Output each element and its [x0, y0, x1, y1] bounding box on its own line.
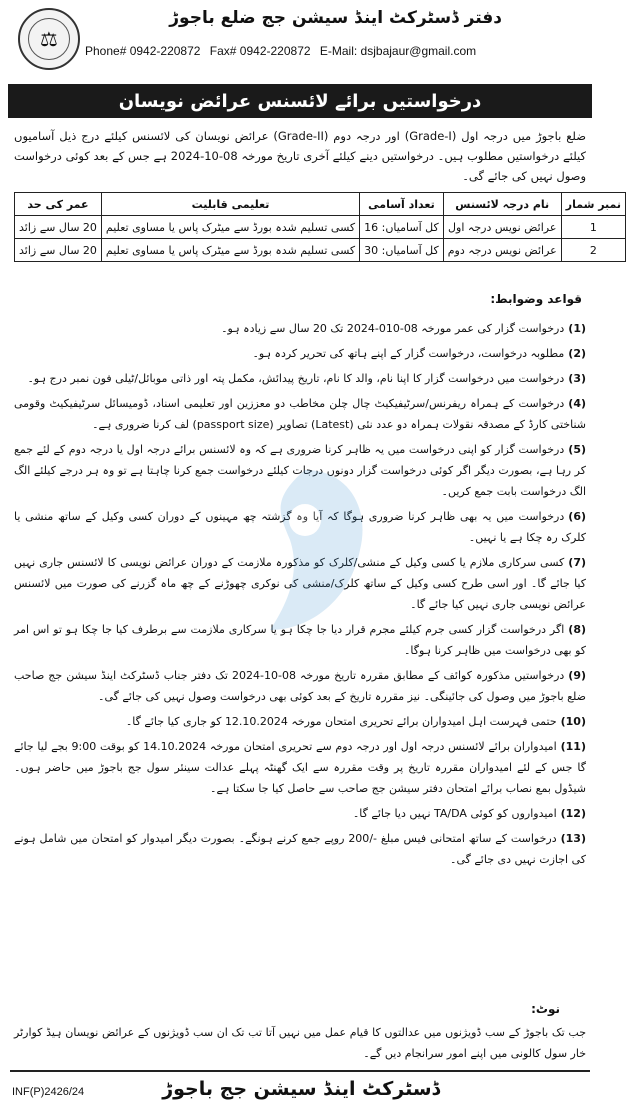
phone-number: Phone# 0942-220872 [85, 44, 201, 58]
footer [10, 1070, 590, 1112]
rule-number: (13) [560, 832, 586, 845]
signature-block: ڈسٹرکٹ اینڈ سیشن جج باجوڑ [162, 1078, 440, 1100]
cell-grade: عرائض نویس درجہ اول [443, 216, 561, 239]
col-qualification: تعلیمی قابلیت [101, 193, 359, 216]
rule-number: (5) [568, 443, 586, 456]
rule-item [14, 318, 586, 339]
cell-age: 20 سال سے زائد [15, 216, 102, 239]
rule-text: درخواست میں درخواست گزار کا اپنا نام، والد کا نام، تاریخ پیدائش، مکمل پتہ اور ذاتی موبائل/ٹیلی فون نمبر درج ہو۔ [27, 372, 565, 385]
cell-count: کل آسامیاں: 16 [360, 216, 444, 239]
rule-text: درخواستیں مذکورہ کوائف کے مطابق مقررہ تاریخ مورخہ 08-10-2024 تک دفتر جناب ڈسٹرکٹ اینڈ سیشن جج صاحب ضلع باجوڑ میں وصول کی جائینگی۔ نیز مقررہ تاریخ کے بعد کوئی بھی درخواست وصول نہیں کی جائے گی۔ [14, 669, 586, 703]
emblem-inner-ring: ⚖ [28, 18, 70, 60]
rule-number: (3) [568, 372, 586, 385]
rule-text: درخواست کے ہمراہ ریفرنس/سرٹیفیکیٹ چال چلن مخاطب دو معززین اور تعلیمی اسناد، ڈومیسائل سرٹیفیکیٹ وقومی شناختی کارڈ کے مصدقہ نقولات ہمراہ دو عدد نئی (Latest) تصاویر (passport size) لف کرنا ضروری ہے۔ [14, 397, 586, 431]
table-row [15, 239, 626, 262]
rule-item [14, 711, 586, 732]
rule-item [14, 552, 586, 615]
note-heading: نوٹ: [531, 1002, 560, 1016]
rule-text: مطلوبہ درخواست، درخواست گزار کے اپنے ہاتھ کی تحریر کردہ ہو۔ [252, 347, 565, 360]
col-age-limit: عمر کی حد [15, 193, 102, 216]
col-serial: نمبر شمار [561, 193, 625, 216]
table-row [15, 216, 626, 239]
rule-number: (6) [568, 510, 586, 523]
rule-number: (11) [560, 740, 586, 753]
rule-number: (12) [560, 807, 586, 820]
page-title: درخواستیں برائے لائسنس عرائض نویسان [8, 84, 592, 118]
cell-serial: 1 [561, 216, 625, 239]
rule-item [14, 368, 586, 389]
rules-list [14, 318, 586, 874]
rule-text: امیدواروں کو کوئی TA/DA نہیں دیا جائے گا۔ [352, 807, 557, 820]
rule-text: امیدواران برائے لائسنس درجہ اول اور درجہ دوم سے تحریری امتحان مورخہ 14.10.2024 کو بوقت 9:00 بجے لیا جائے گا جس کے لئے امیدواران مقررہ تاریخ پر وقت مقررہ سے ایک گھنٹہ پہلے عدالت سینئر سول جج باجوڑ میں حاضر ہوں۔ شیڈول بمع نصاب برائے امتحان دفتر سیشن جج صاحب سے حاصل کیا جا سکتا ہے۔ [14, 740, 586, 795]
col-license-grade: نام درجہ لائسنس [443, 193, 561, 216]
cell-qualification: کسی تسلیم شدہ بورڈ سے میٹرک پاس یا مساوی تعلیم [101, 239, 359, 262]
rule-number: (8) [568, 623, 586, 636]
col-post-count: تعداد آسامی [360, 193, 444, 216]
letterhead [10, 6, 590, 68]
cell-serial: 2 [561, 239, 625, 262]
note-text: جب تک باجوڑ کے سب ڈویژنوں میں عدالتوں کا قیام عمل میں نہیں آتا تب تک ان سب ڈویژنوں کے عرائض نویسان ہیڈ کوارٹر خار سول کالونی میں اپنے امور سرانجام دیں گے۔ [14, 1026, 586, 1060]
rule-item [14, 439, 586, 502]
rule-number: (4) [568, 397, 586, 410]
rule-text: کسی سرکاری ملازم یا کسی وکیل کے منشی/کلرک کو مذکورہ ملازمت کے دوران عرائض نویسی کا لائسنس جاری نہیں کیا جائے گا۔ اور اسی طرح کسی وکیل کے ساتھ کلرک/منشی کی نوکری چھوڑنے کے چھ ماہ گزرنے کی صورت میں لائسنس عرائض نویسی جاری نہیں کیا جائے گا۔ [14, 556, 586, 611]
rule-number: (7) [568, 556, 586, 569]
rule-item [14, 828, 586, 870]
table-header-row [15, 193, 626, 216]
rule-text: درخواست کے ساتھ امتحانی فیس مبلغ -/200 روپے جمع کرنے ہونگے۔ بصورت دیگر امیدوار کو امتحان میں شامل ہونے کی اجازت نہیں دی جائے گی۔ [14, 832, 586, 866]
rule-number: (10) [560, 715, 586, 728]
cell-count: کل آسامیاں: 30 [360, 239, 444, 262]
cell-qualification: کسی تسلیم شدہ بورڈ سے میٹرک پاس یا مساوی تعلیم [101, 216, 359, 239]
intro-paragraph: ضلع باجوڑ میں درجہ اول (Grade-I) اور درجہ دوم (Grade-II) عرائض نویسان کی لائسنس کیلئے درج ذیل آسامیوں کیلئے درخواستیں مطلوب ہیں۔ درخواستیں دینے کیلئے آخری تاریخ مورخہ 08-10-2024 ہے جس کے بعد کوئی درخواست وصول نہیں کی جائے گی۔ [14, 129, 587, 183]
rule-item [14, 665, 586, 707]
rule-item [14, 506, 586, 548]
rule-number: (2) [568, 347, 586, 360]
office-name: دفتر ڈسٹرکٹ اینڈ سیشن جج ضلع باجوڑ [169, 8, 502, 28]
rules-heading: قواعد وضوابط: [490, 292, 582, 306]
cell-age: 20 سال سے زائد [15, 239, 102, 262]
email-address: E-Mail: dsjbajaur@gmail.com [319, 44, 477, 58]
scales-of-justice-icon [18, 8, 80, 70]
rule-text: درخواست گزار کو اپنی درخواست میں یہ ظاہر کرنا ضروری ہے کہ وہ لائسنس برائے درجہ اول یا درجہ دوم کے لئے جمع کر رہا ہے، بصورت دیگر اگر کوئی درخواست گزار دونوں درجات کیلئے درخواست جمع کرنا چاہتا ہے تو وہ ہر درجے کیلئے الگ الگ درخواست بابت جمع کریں۔ [14, 443, 586, 498]
rule-item [14, 619, 586, 661]
posts-table [14, 192, 626, 262]
cell-grade: عرائض نویس درجہ دوم [443, 239, 561, 262]
rule-item [14, 803, 586, 824]
rule-text: حتمی فہرست اہل امیدواران برائے تحریری امتحان مورخہ 12.10.2024 کو جاری کیا جائے گا۔ [125, 715, 557, 728]
rule-text: اگر درخواست گزار کسی جرم کیلئے مجرم قرار دیا جا چکا ہو یا سرکاری ملازمت سے برطرف کیا جا چکا ہو تو اس امر کو بھی درخواست میں ظاہر کرنا ہوگا۔ [14, 623, 586, 657]
fax-number: Fax# 0942-220872 [209, 44, 311, 58]
rule-text: درخواست میں یہ بھی ظاہر کرنا ضروری ہوگا کہ آیا وہ گزشتہ چھ مہینوں کے دوران کسی وکیل کے ساتھ منشی یا کلرک رہ چکا ہے یا نہیں۔ [14, 510, 586, 544]
rule-text: درخواست گزار کی عمر مورخہ 08-010-2024 تک 20 سال سے زیادہ ہو۔ [221, 322, 565, 335]
rule-item [14, 393, 586, 435]
rule-item [14, 343, 586, 364]
rule-number: (9) [568, 669, 586, 682]
contact-line [85, 44, 482, 58]
rule-number: (1) [568, 322, 586, 335]
reference-number: INF(P)2426/24 [12, 1086, 85, 1098]
rule-item [14, 736, 586, 799]
